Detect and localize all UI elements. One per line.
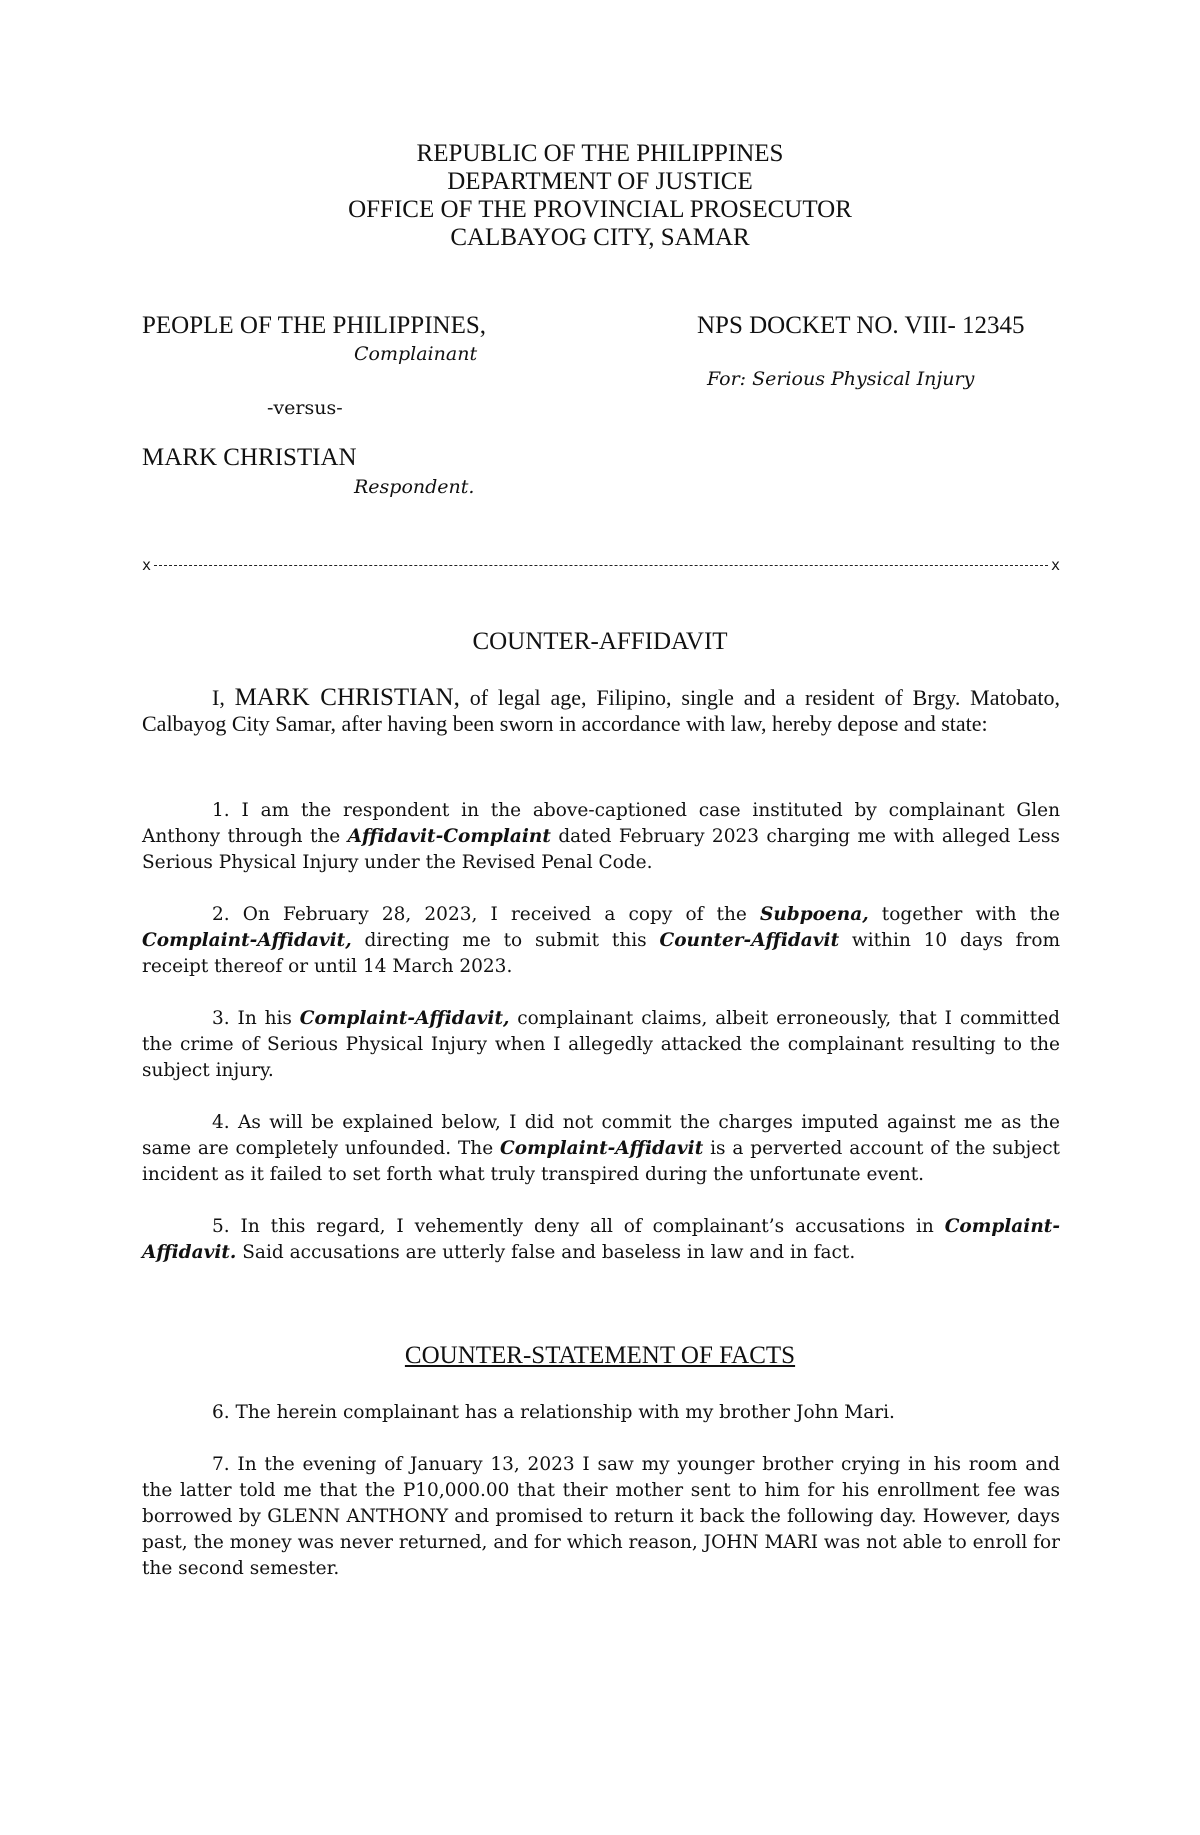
complainant-role: Complainant: [354, 343, 478, 365]
paragraph-6: 6. The herein complainant has a relationship with my brother John Mari.: [212, 1402, 895, 1423]
p2-text-e: directing me to submit this: [351, 930, 660, 951]
complainant-name: PEOPLE OF THE PHILIPPINES,: [142, 312, 487, 339]
p2-emphasis-complaint: Complaint-Affidavit,: [142, 930, 352, 951]
p1-emphasis: Affidavit-Complaint: [347, 826, 551, 847]
header-department: DEPARTMENT OF JUSTICE: [447, 168, 753, 195]
intro-paragraph: [142, 685, 1060, 737]
docket-number: NPS DOCKET NO. VIII- 12345: [697, 312, 1025, 339]
offense-label: For: Serious Physical Injury: [707, 368, 975, 390]
paragraph-5: [142, 1214, 1060, 1266]
paragraph-1: [142, 798, 1060, 876]
divider-right-x: x: [1050, 556, 1060, 574]
paragraph-2: [142, 902, 1060, 980]
header-city: CALBAYOG CITY, SAMAR: [450, 224, 750, 251]
divider-line: [154, 565, 1048, 566]
respondent-role: Respondent.: [354, 476, 475, 498]
p1-text-a: 1. I am the respondent in the above-captioned case instituted by complainant Glen Anthony through the: [142, 800, 1060, 847]
p1-text-c: dated February 2023 charging me with alleged Less Serious Physical Injury under the Revised Penal Code.: [142, 826, 1060, 873]
p4-text-c: is a perverted account of the subject incident as it failed to set forth what truly transpired during the unfortunate event.: [142, 1138, 1060, 1185]
p2-emphasis-counter: Counter-Affidavit: [659, 930, 840, 951]
p2-text-g: within 10 days from receipt thereof or until 14 March 2023.: [142, 930, 1060, 977]
paragraph-3: [142, 1006, 1060, 1084]
paragraph-4: [142, 1110, 1060, 1188]
p4-emphasis: Complaint-Affidavit: [500, 1138, 704, 1159]
paragraph-7: 7. In the evening of January 13, 2023 I saw my younger brother crying in his room and the latter told me that the P10,000.00 that their mother sent to him for his enrollment fee was borrowed by GLENN ANTHONY and promised to return it back the following day. However, days past, the money was never returned, and for which reason, JOHN MARI was not able to enroll for the second semester.: [142, 1454, 1060, 1579]
document-title: COUNTER-AFFIDAVIT: [472, 628, 728, 655]
intro-post: of legal age, Filipino, single and a resident of Brgy. Matobato, Calbayog City Samar, after having been sworn in accordance with law, hereby depose and state:: [142, 685, 1060, 736]
p3-text-c: complainant claims, albeit erroneously, that I committed the crime of Serious Physical Injury when I allegedly attacked the complainant resulting to the subject injury.: [142, 1008, 1060, 1081]
p2-text-a: 2. On February 28, 2023, I received a copy of the: [212, 904, 760, 925]
header-office: OFFICE OF THE PROVINCIAL PROSECUTOR: [348, 196, 852, 223]
document-header: [0, 140, 1200, 252]
p5-emphasis: Complaint-Affidavit.: [142, 1216, 1060, 1263]
header-republic: REPUBLIC OF THE PHILIPPINES: [416, 140, 784, 167]
section-title-facts: COUNTER-STATEMENT OF FACTS: [404, 1342, 796, 1369]
p3-text-a: 3. In his: [212, 1008, 300, 1029]
versus-label: -versus-: [267, 397, 343, 419]
p4-text-a: 4. As will be explained below, I did not commit the charges imputed against me as the same are completely unfounded. The: [142, 1112, 1060, 1159]
p2-emphasis-subpoena: Subpoena,: [760, 904, 869, 925]
p5-text-a: 5. In this regard, I vehemently deny all of complainant’s accusations in: [212, 1216, 945, 1237]
intro-pre: I,: [212, 685, 235, 710]
divider-left-x: x: [142, 556, 152, 574]
p2-text-c: together with the: [868, 904, 1060, 925]
affiant-name: MARK CHRISTIAN,: [234, 684, 460, 711]
caption-divider: [142, 556, 1060, 574]
p5-text-c: Said accusations are utterly false and baseless in law and in fact.: [236, 1242, 856, 1263]
respondent-name: MARK CHRISTIAN: [142, 444, 357, 471]
p3-emphasis: Complaint-Affidavit,: [299, 1008, 510, 1029]
